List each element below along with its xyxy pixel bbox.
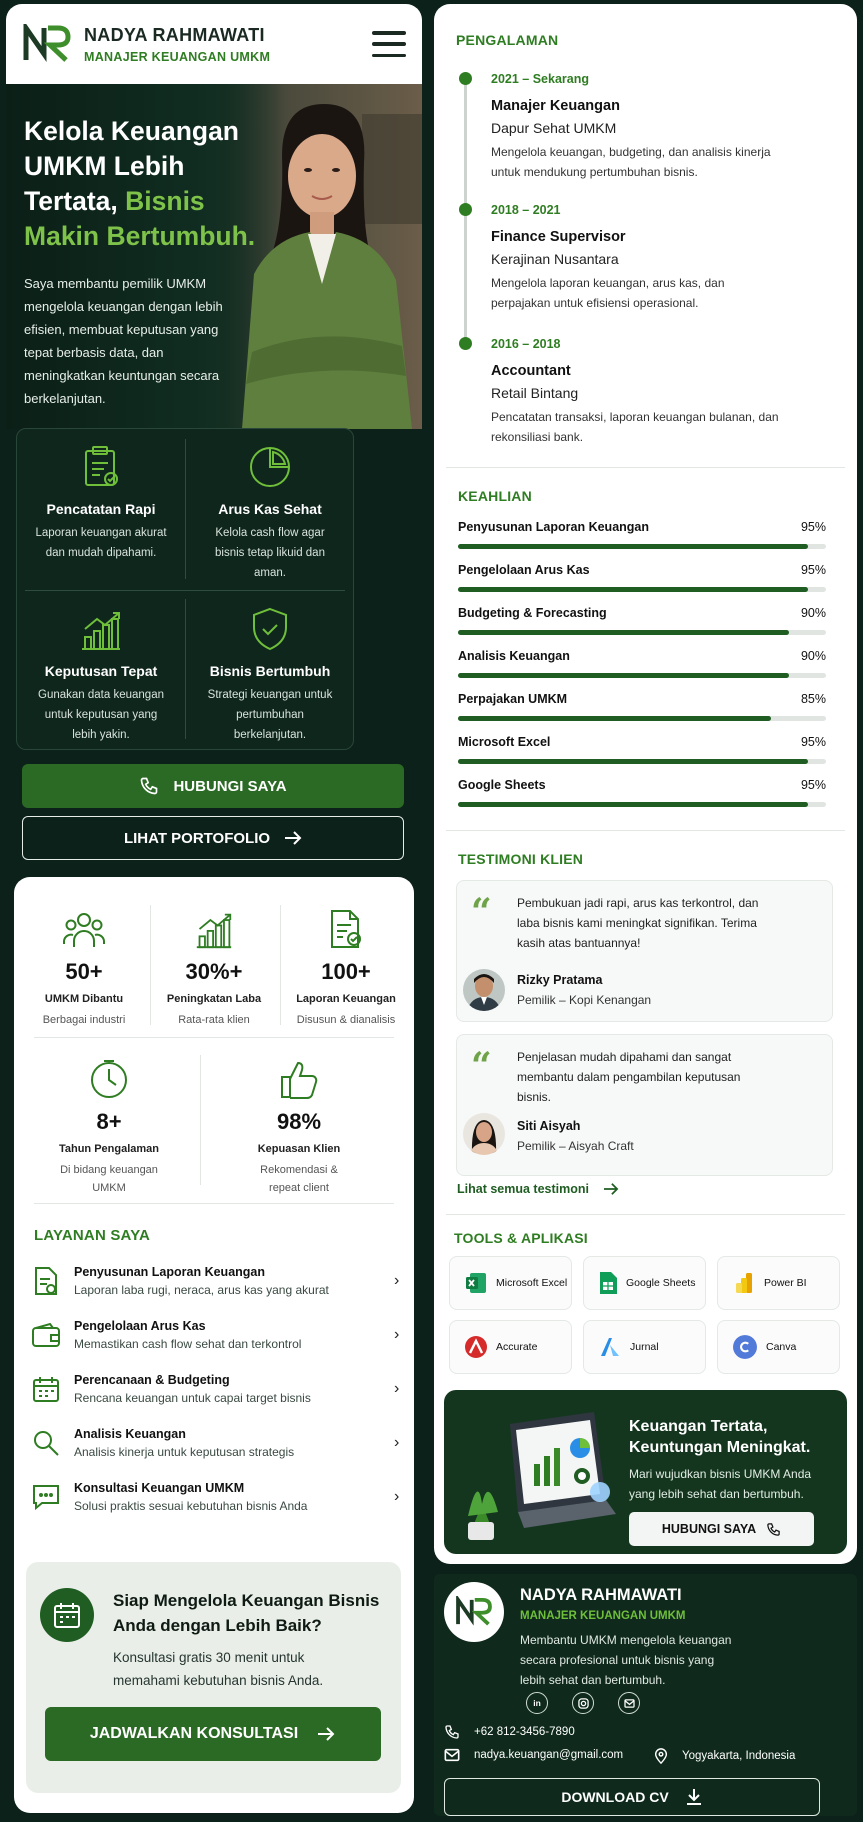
skill-bar: [458, 673, 826, 678]
power-bi-icon: [732, 1271, 756, 1295]
service-item[interactable]: Analisis Keuangan Analisis kinerja untuk keputusan strategis ›: [30, 1419, 408, 1467]
excel-icon: [464, 1271, 488, 1295]
skill-name: Perpajakan UMKM: [458, 692, 568, 706]
tool-jurnal[interactable]: Jurnal: [583, 1320, 706, 1374]
tool-power-bi[interactable]: Power BI: [717, 1256, 840, 1310]
skill-name: Budgeting & Forecasting: [458, 606, 607, 620]
experience-item: 2018 – 2021 Finance Supervisor Kerajinan Nusantara Mengelola laporan keuangan, arus kas, dan perpajakan untuk efisiensi operasional.: [491, 203, 725, 310]
skill-percent: 95%: [800, 563, 826, 577]
stat-card: 8+ Tahun Pengalaman Di bidang keuangan UMKM: [34, 1055, 184, 1197]
skill-bar-fill: [458, 716, 771, 721]
skill-bar-fill: [458, 759, 808, 764]
feature-card: Keputusan Tepat Gunakan data keuangan untuk keputusan yang lebih yakin.: [17, 591, 185, 751]
phone-icon: [444, 1724, 460, 1740]
calendar-icon: [30, 1375, 62, 1403]
chevron-right-icon: ›: [394, 1434, 400, 1451]
skill-name: Analisis Keuangan: [458, 649, 570, 663]
skill-percent: 95%: [800, 735, 826, 749]
left-column: [6, 4, 422, 1816]
contact-button[interactable]: HUBUNGI SAYA: [22, 764, 404, 808]
experience-item: 2021 – Sekarang Manajer Keuangan Dapur Sehat UMKM Mengelola keuangan, budgeting, dan analisis kinerja untuk mendukung pertumbuhan bisnis.: [491, 72, 771, 179]
growth-chart-icon: [17, 601, 185, 651]
brand: [84, 25, 270, 64]
clock-icon: [34, 1055, 184, 1099]
hero-title: Kelola Keuangan UMKM Lebih Tertata, Bisnis Makin Bertumbuh.: [24, 116, 256, 251]
chevron-right-icon: ›: [394, 1380, 400, 1397]
skill-row: [458, 778, 826, 807]
skill-bar: [458, 544, 826, 549]
service-item[interactable]: Pengelolaan Arus Kas Memastikan cash flow sehat dan terkontrol ›: [30, 1311, 408, 1359]
mail-icon[interactable]: [618, 1692, 640, 1714]
skill-row: [458, 606, 826, 635]
stat-card: 100+ Laporan Keuangan Disusun & dianalisis: [284, 905, 408, 1029]
arrow-right-icon: [284, 830, 302, 846]
arrow-right-icon: [603, 1182, 619, 1196]
canva-icon: [732, 1334, 758, 1360]
testimonials-title: TESTIMONI KLIEN: [458, 851, 584, 867]
skill-row: [458, 735, 826, 764]
phone-icon: [139, 776, 159, 796]
services-title: LAYANAN SAYA: [34, 1227, 151, 1244]
schedule-consultation-button[interactable]: JADWALKAN KONSULTASI: [45, 1707, 381, 1761]
logo[interactable]: [22, 24, 72, 64]
skill-percent: 90%: [800, 606, 826, 620]
timeline-dot: [459, 203, 472, 216]
footer-description: Membantu UMKM mengelola keuangan secara profesional untuk bisnis yang lebih sehat dan bertumbuh.: [520, 1633, 732, 1687]
tools-title: TOOLS & APLIKASI: [454, 1230, 588, 1246]
report-icon: [284, 905, 408, 949]
skill-bar: [458, 587, 826, 592]
sheets-icon: [598, 1271, 618, 1295]
stat-card: 30%+ Peningkatan Laba Rata-rata klien: [154, 905, 274, 1029]
skill-bar-fill: [458, 802, 808, 807]
promo-banner: [444, 1390, 847, 1554]
tool-excel[interactable]: Microsoft Excel: [449, 1256, 572, 1310]
brand-role: MANAJER KEUANGAN UMKM: [84, 49, 271, 64]
skill-percent: 95%: [800, 778, 826, 792]
portfolio-button[interactable]: LIHAT PORTOFOLIO: [22, 816, 404, 860]
arrow-right-icon: [316, 1726, 336, 1742]
footer-location: Yogyakarta, Indonesia: [654, 1748, 795, 1764]
skill-row: [458, 692, 826, 721]
skill-bar: [458, 802, 826, 807]
chat-icon: [30, 1483, 62, 1511]
stat-card: 50+ UMKM Dibantu Berbagai industri: [24, 905, 144, 1029]
timeline-dot: [459, 337, 472, 350]
hero-description: Saya membantu pemilik UMKM mengelola keuangan dengan lebih efisien, membuat keputusan yang tepat berbasis data, dan meningkatkan keuntungan secara berkelanjutan.: [24, 276, 223, 406]
experience-title: PENGALAMAN: [456, 32, 559, 48]
laptop-illustration: [454, 1404, 624, 1544]
thumbs-up-icon: [214, 1055, 384, 1099]
avatar: [463, 1113, 505, 1155]
skill-name: Penyusunan Laporan Keuangan: [458, 520, 650, 534]
pie-chart-icon: [186, 439, 354, 489]
brand-name: NADYA RAHMAWATI: [84, 24, 265, 45]
wallet-icon: [30, 1322, 62, 1348]
growth-chart-icon: [154, 905, 274, 949]
skill-percent: 90%: [800, 649, 826, 663]
feature-card: Bisnis Bertumbuh Strategi keuangan untuk pertumbuhan berkelanjutan.: [186, 591, 354, 751]
right-column: [434, 4, 857, 1816]
mail-icon: [444, 1748, 460, 1762]
skill-bar: [458, 630, 826, 635]
footer: [434, 1574, 857, 1816]
chevron-right-icon: ›: [394, 1488, 400, 1505]
footer-phone[interactable]: +62 812-3456-7890: [444, 1724, 575, 1740]
linkedin-icon[interactable]: in: [526, 1692, 548, 1714]
timeline-dot: [459, 72, 472, 85]
location-pin-icon: [654, 1748, 668, 1764]
skill-row: [458, 649, 826, 678]
service-item[interactable]: Konsultasi Keuangan UMKM Solusi praktis sesuai kebutuhan bisnis Anda ›: [30, 1473, 408, 1521]
skill-bar: [458, 716, 826, 721]
promo-description: Mari wujudkan bisnis UMKM Anda yang lebih sehat dan bertumbuh.: [629, 1467, 812, 1501]
shield-check-icon: [186, 601, 354, 651]
testimonial-card: “ Penjelasan mudah dipahami dan sangat membantu dalam pengambilan keputusan bisnis. Siti Aisyah Pemilik – Aisyah Craft: [456, 1034, 833, 1176]
hamburger-menu-icon[interactable]: [372, 31, 406, 57]
promo-title: Keuangan Tertata, Keuntungan Meningkat.: [629, 1418, 811, 1456]
avatar: [463, 969, 505, 1011]
footer-email[interactable]: nadya.keuangan@gmail.com: [444, 1748, 623, 1762]
features-grid: [16, 428, 354, 750]
all-testimonials-link[interactable]: Lihat semua testimoni: [457, 1182, 619, 1196]
skill-bar-fill: [458, 673, 789, 678]
download-icon: [685, 1788, 703, 1806]
skills-title: KEAHLIAN: [458, 488, 532, 504]
skill-percent: 85%: [800, 692, 826, 706]
footer-name: NADYA RAHMAWATI: [520, 1586, 682, 1604]
quote-icon: “: [471, 1045, 492, 1087]
tool-google-sheets[interactable]: Google Sheets: [583, 1256, 706, 1310]
stats-services-panel: [14, 877, 414, 1813]
chevron-right-icon: ›: [394, 1326, 400, 1343]
download-cv-button[interactable]: DOWNLOAD CV: [444, 1778, 820, 1816]
consultation-cta: [26, 1562, 401, 1793]
quote-icon: “: [471, 891, 492, 933]
jurnal-icon: [598, 1335, 622, 1359]
calendar-icon: [40, 1588, 94, 1642]
skill-bar: [458, 759, 826, 764]
cta-description: Konsultasi gratis 30 menit untuk memahami kebutuhan bisnis Anda.: [113, 1650, 324, 1688]
skill-bar-fill: [458, 630, 789, 635]
skill-bar-fill: [458, 544, 808, 549]
skill-row: [458, 563, 826, 592]
stat-card: 98% Kepuasan Klien Rekomendasi & repeat client: [214, 1055, 384, 1197]
phone-icon: [766, 1522, 781, 1537]
skill-name: Pengelolaan Arus Kas: [458, 563, 590, 577]
people-icon: [24, 905, 144, 949]
testimonial-card: “ Pembukuan jadi rapi, arus kas terkontrol, dan laba bisnis kami meningkat signifikan. Terima kasih atas bantuannya! Rizky Pratama Pemilik – Kopi Kenangan: [456, 880, 833, 1022]
feature-card: Pencatatan Rapi Laporan keuangan akurat dan mudah dipahami.: [17, 429, 185, 589]
service-item[interactable]: Penyusunan Laporan Keuangan Laporan laba rugi, neraca, arus kas yang akurat ›: [30, 1257, 408, 1305]
clipboard-check-icon: [17, 439, 185, 489]
profile-details-panel: [434, 4, 857, 1564]
chevron-right-icon: ›: [394, 1272, 400, 1289]
tool-canva[interactable]: Canva: [717, 1320, 840, 1374]
feature-card: Arus Kas Sehat Kelola cash flow agar bisnis tetap likuid dan aman.: [186, 429, 354, 589]
skill-bar-fill: [458, 587, 808, 592]
cta-title: Siap Mengelola Keuangan Bisnis Anda dengan Lebih Baik?: [113, 1591, 380, 1635]
document-icon: [30, 1266, 62, 1296]
hero-title-highlight: Bisnis Makin Bertumbuh.: [24, 186, 256, 251]
promo-contact-button[interactable]: HUBUNGI SAYA: [629, 1512, 814, 1546]
skill-percent: 95%: [800, 520, 826, 534]
service-item[interactable]: Perencanaan & Budgeting Rencana keuangan untuk capai target bisnis ›: [30, 1365, 408, 1413]
skill-name: Google Sheets: [458, 778, 546, 792]
footer-role: MANAJER KEUANGAN UMKM: [520, 1610, 686, 1622]
skill-row: [458, 520, 826, 549]
site-header: [6, 4, 422, 84]
accurate-icon: [464, 1335, 488, 1359]
tool-accurate[interactable]: Accurate: [449, 1320, 572, 1374]
experience-item: 2016 – 2018 Accountant Retail Bintang Pencatatan transaksi, laporan keuangan bulanan, dan rekonsiliasi bank.: [491, 337, 779, 444]
skill-name: Microsoft Excel: [458, 735, 551, 749]
instagram-icon[interactable]: [572, 1692, 594, 1714]
hero-section: [6, 84, 422, 429]
magnifier-icon: [30, 1429, 62, 1457]
footer-logo[interactable]: [444, 1582, 504, 1642]
